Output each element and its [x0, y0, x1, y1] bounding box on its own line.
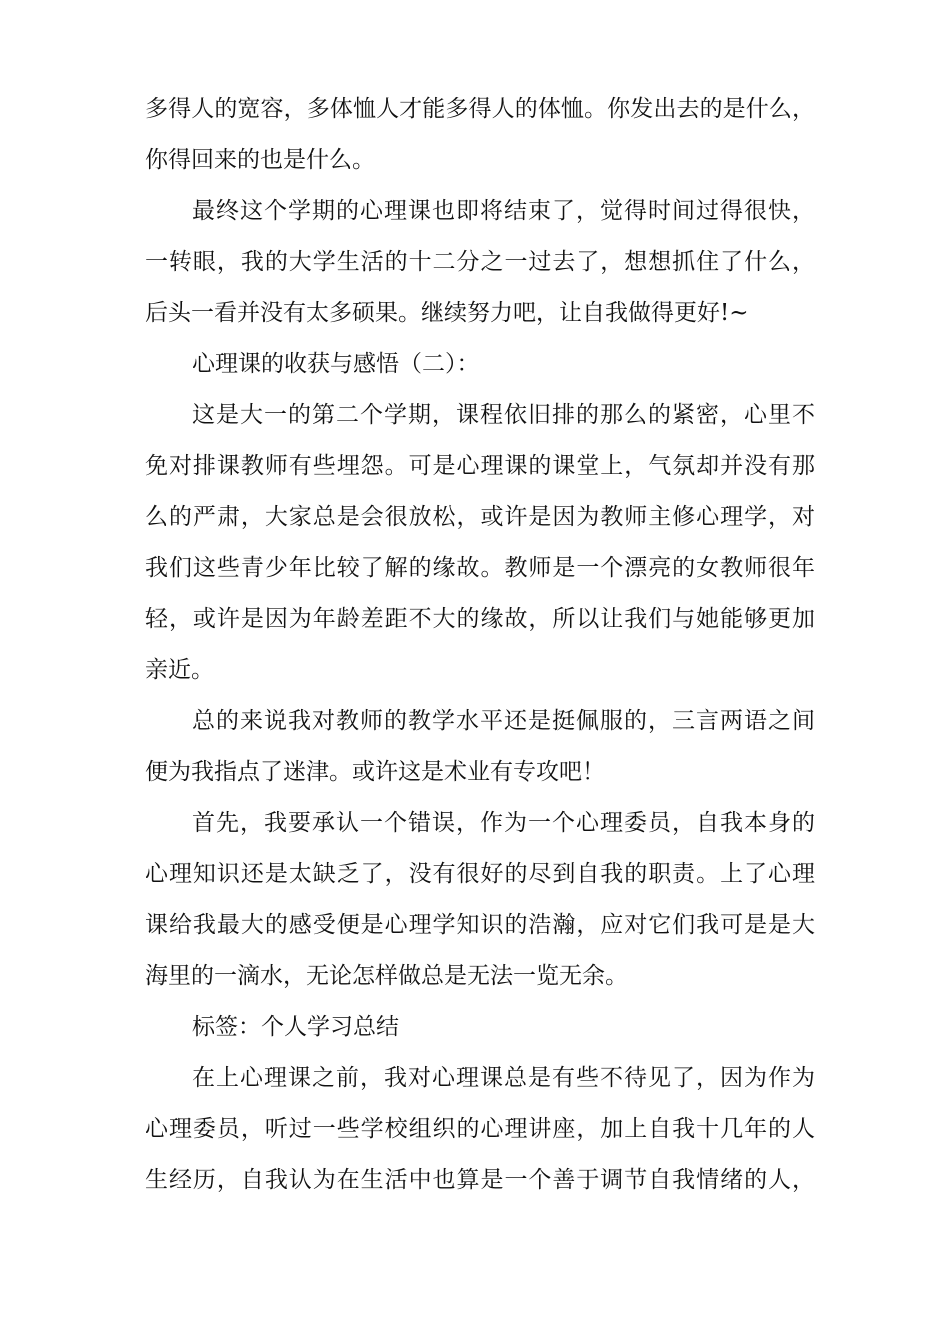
- paragraph-1-line-1: 多得人的宽容，多体恤人才能多得人的体恤。你发出去的是什么，: [145, 96, 815, 122]
- paragraph-2-line-1: 最终这个学期的心理课也即将结束了，觉得时间过得很快，: [192, 198, 815, 224]
- document-body: [145, 84, 815, 1206]
- paragraph-5-line-1: 总的来说我对教师的教学水平还是挺佩服的，三言两语之间: [192, 708, 815, 734]
- paragraph-4-line-2: 免对排课教师有些埋怨。可是心理课的课堂上，气氛却并没有那: [145, 453, 815, 479]
- paragraph-2-line-3: 后头一看并没有太多硕果。继续努力吧，让自我做得更好!~: [145, 300, 749, 326]
- paragraph-5-line-2: 便为我指点了迷津。或许这是术业有专攻吧！: [145, 759, 605, 785]
- paragraph-4-line-6: 亲近。: [145, 657, 214, 683]
- paragraph-6-line-1: 首先，我要承认一个错误，作为一个心理委员，自我本身的: [192, 810, 815, 836]
- paragraph-2-line-2: 一转眼，我的大学生活的十二分之一过去了，想想抓住了什么，: [145, 249, 815, 275]
- paragraph-6-line-2: 心理知识还是太缺乏了，没有很好的尽到自我的职责。上了心理: [145, 861, 815, 887]
- paragraph-8-line-2: 心理委员，听过一些学校组织的心理讲座，加上自我十几年的人: [145, 1116, 815, 1142]
- paragraph-4-line-1: 这是大一的第二个学期，课程依旧排的那么的紧密，心里不: [192, 402, 815, 428]
- paragraph-1-line-2: 你得回来的也是什么。: [145, 147, 375, 173]
- paragraph-6-line-4: 海里的一滴水，无论怎样做总是无法一览无余。: [145, 963, 628, 989]
- paragraph-4-line-5: 轻，或许是因为年龄差距不大的缘故，所以让我们与她能够更加: [145, 606, 815, 632]
- paragraph-4-line-4: 我们这些青少年比较了解的缘故。教师是一个漂亮的女教师很年: [145, 555, 815, 581]
- tag-line: 标签：个人学习总结: [192, 1014, 399, 1040]
- section-heading: 心理课的收获与感悟（二）：: [192, 351, 480, 377]
- paragraph-8-line-3: 生经历，自我认为在生活中也算是一个善于调节自我情绪的人，: [145, 1167, 815, 1193]
- paragraph-4-line-3: 么的严肃，大家总是会很放松，或许是因为教师主修心理学，对: [145, 504, 815, 530]
- paragraph-8-line-1: 在上心理课之前，我对心理课总是有些不待见了，因为作为: [192, 1065, 815, 1091]
- paragraph-6-line-3: 课给我最大的感受便是心理学知识的浩瀚，应对它们我可是是大: [145, 912, 815, 938]
